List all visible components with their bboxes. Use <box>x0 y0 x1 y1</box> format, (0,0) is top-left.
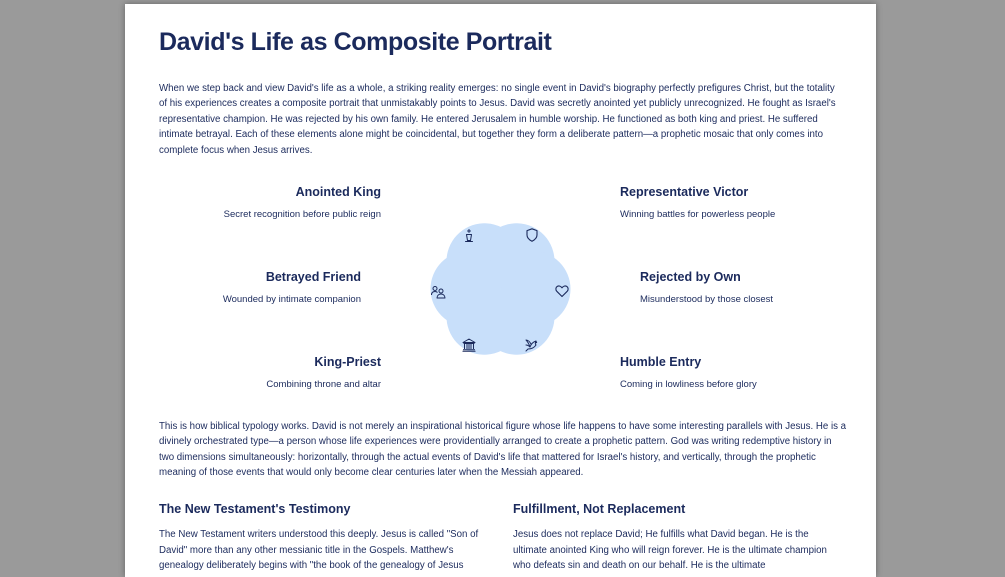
dove-icon <box>524 337 540 353</box>
pillar-humble-entry <box>620 355 820 390</box>
pillar-title: King-Priest <box>314 355 381 369</box>
pillar-subtitle: Secret recognition before public reign <box>223 209 381 220</box>
pillar-rejected-by-own <box>640 270 840 305</box>
pillar-title: Anointed King <box>295 185 381 199</box>
column-heading-fulfillment: Fulfillment, Not Replacement <box>513 502 686 516</box>
page-title: David's Life as Composite Portrait <box>159 28 552 56</box>
pillar-title: Rejected by Own <box>640 270 741 284</box>
pillar-subtitle: Combining throne and altar <box>266 379 381 390</box>
column-heading-nt-testimony: The New Testament's Testimony <box>159 502 351 516</box>
pillar-subtitle: Winning battles for powerless people <box>620 209 776 220</box>
temple-icon <box>461 337 477 353</box>
people-icon <box>430 284 446 300</box>
pillar-anointed-king <box>181 185 381 220</box>
pillar-title: Representative Victor <box>620 185 749 199</box>
column-text-nt-testimony: The New Testament writers understood this deeply. Jesus is called "Son of David" more than any other messianic title in the Gospels. Matthew's genealogy deliberately begins with "the book of the genealogy of Jesus <box>159 529 479 572</box>
flower-diagram <box>380 178 621 400</box>
pillar-king-priest <box>181 355 381 390</box>
chess-king-icon <box>461 228 477 244</box>
heart-icon <box>554 283 570 299</box>
document-page <box>125 4 876 577</box>
column-text-fulfillment: Jesus does not replace David; He fulfills what David began. He is the ultimate anointed King who will reign forever. He is the ultimate champion who defeats sin and death on our behalf. He is the ultimate <box>513 529 827 572</box>
pillar-betrayed-friend <box>161 270 361 305</box>
shield-icon <box>524 227 540 243</box>
typology-paragraph: This is how biblical typology works. David is not merely an inspirational historical figure whose life happens to have some interesting parallels with Jesus. He is a divinely orchestrated type—a person whose life experiences were providentially arranged to create a prophetic pattern. God was writing redemptive history in two dimensions simultaneously: horizontally, through the actual events of David's life that mattered for Israel's history, and vertically, through the prophetic meaning of those events that would only become clear centuries later when the Messiah appeared. <box>159 421 847 479</box>
intro-paragraph: When we step back and view David's life as a whole, a striking reality emerges: no single event in David's biography perfectly prefigures Christ, but the totality of his experiences creates a composite portrait that unmistakably points to Jesus. David was secretly anointed yet publicly unrecognized. He fought as Israel's representative champion. He was rejected by his own family. He entered Jerusalem in humble worship. He functioned as both king and priest. He suffered intimate betrayal. Each of these elements alone might be coincidental, but together they form a deliberate pattern—a prophetic mosaic that only comes into complete focus when Jesus arrives. <box>159 83 836 156</box>
pillar-title: Humble Entry <box>620 355 702 369</box>
pillar-title: Betrayed Friend <box>265 270 361 284</box>
pillar-subtitle: Misunderstood by those closest <box>640 294 774 305</box>
pillar-subtitle: Coming in lowliness before glory <box>620 379 757 390</box>
pillar-representative-victor <box>620 185 820 220</box>
pillar-subtitle: Wounded by intimate companion <box>222 294 361 305</box>
